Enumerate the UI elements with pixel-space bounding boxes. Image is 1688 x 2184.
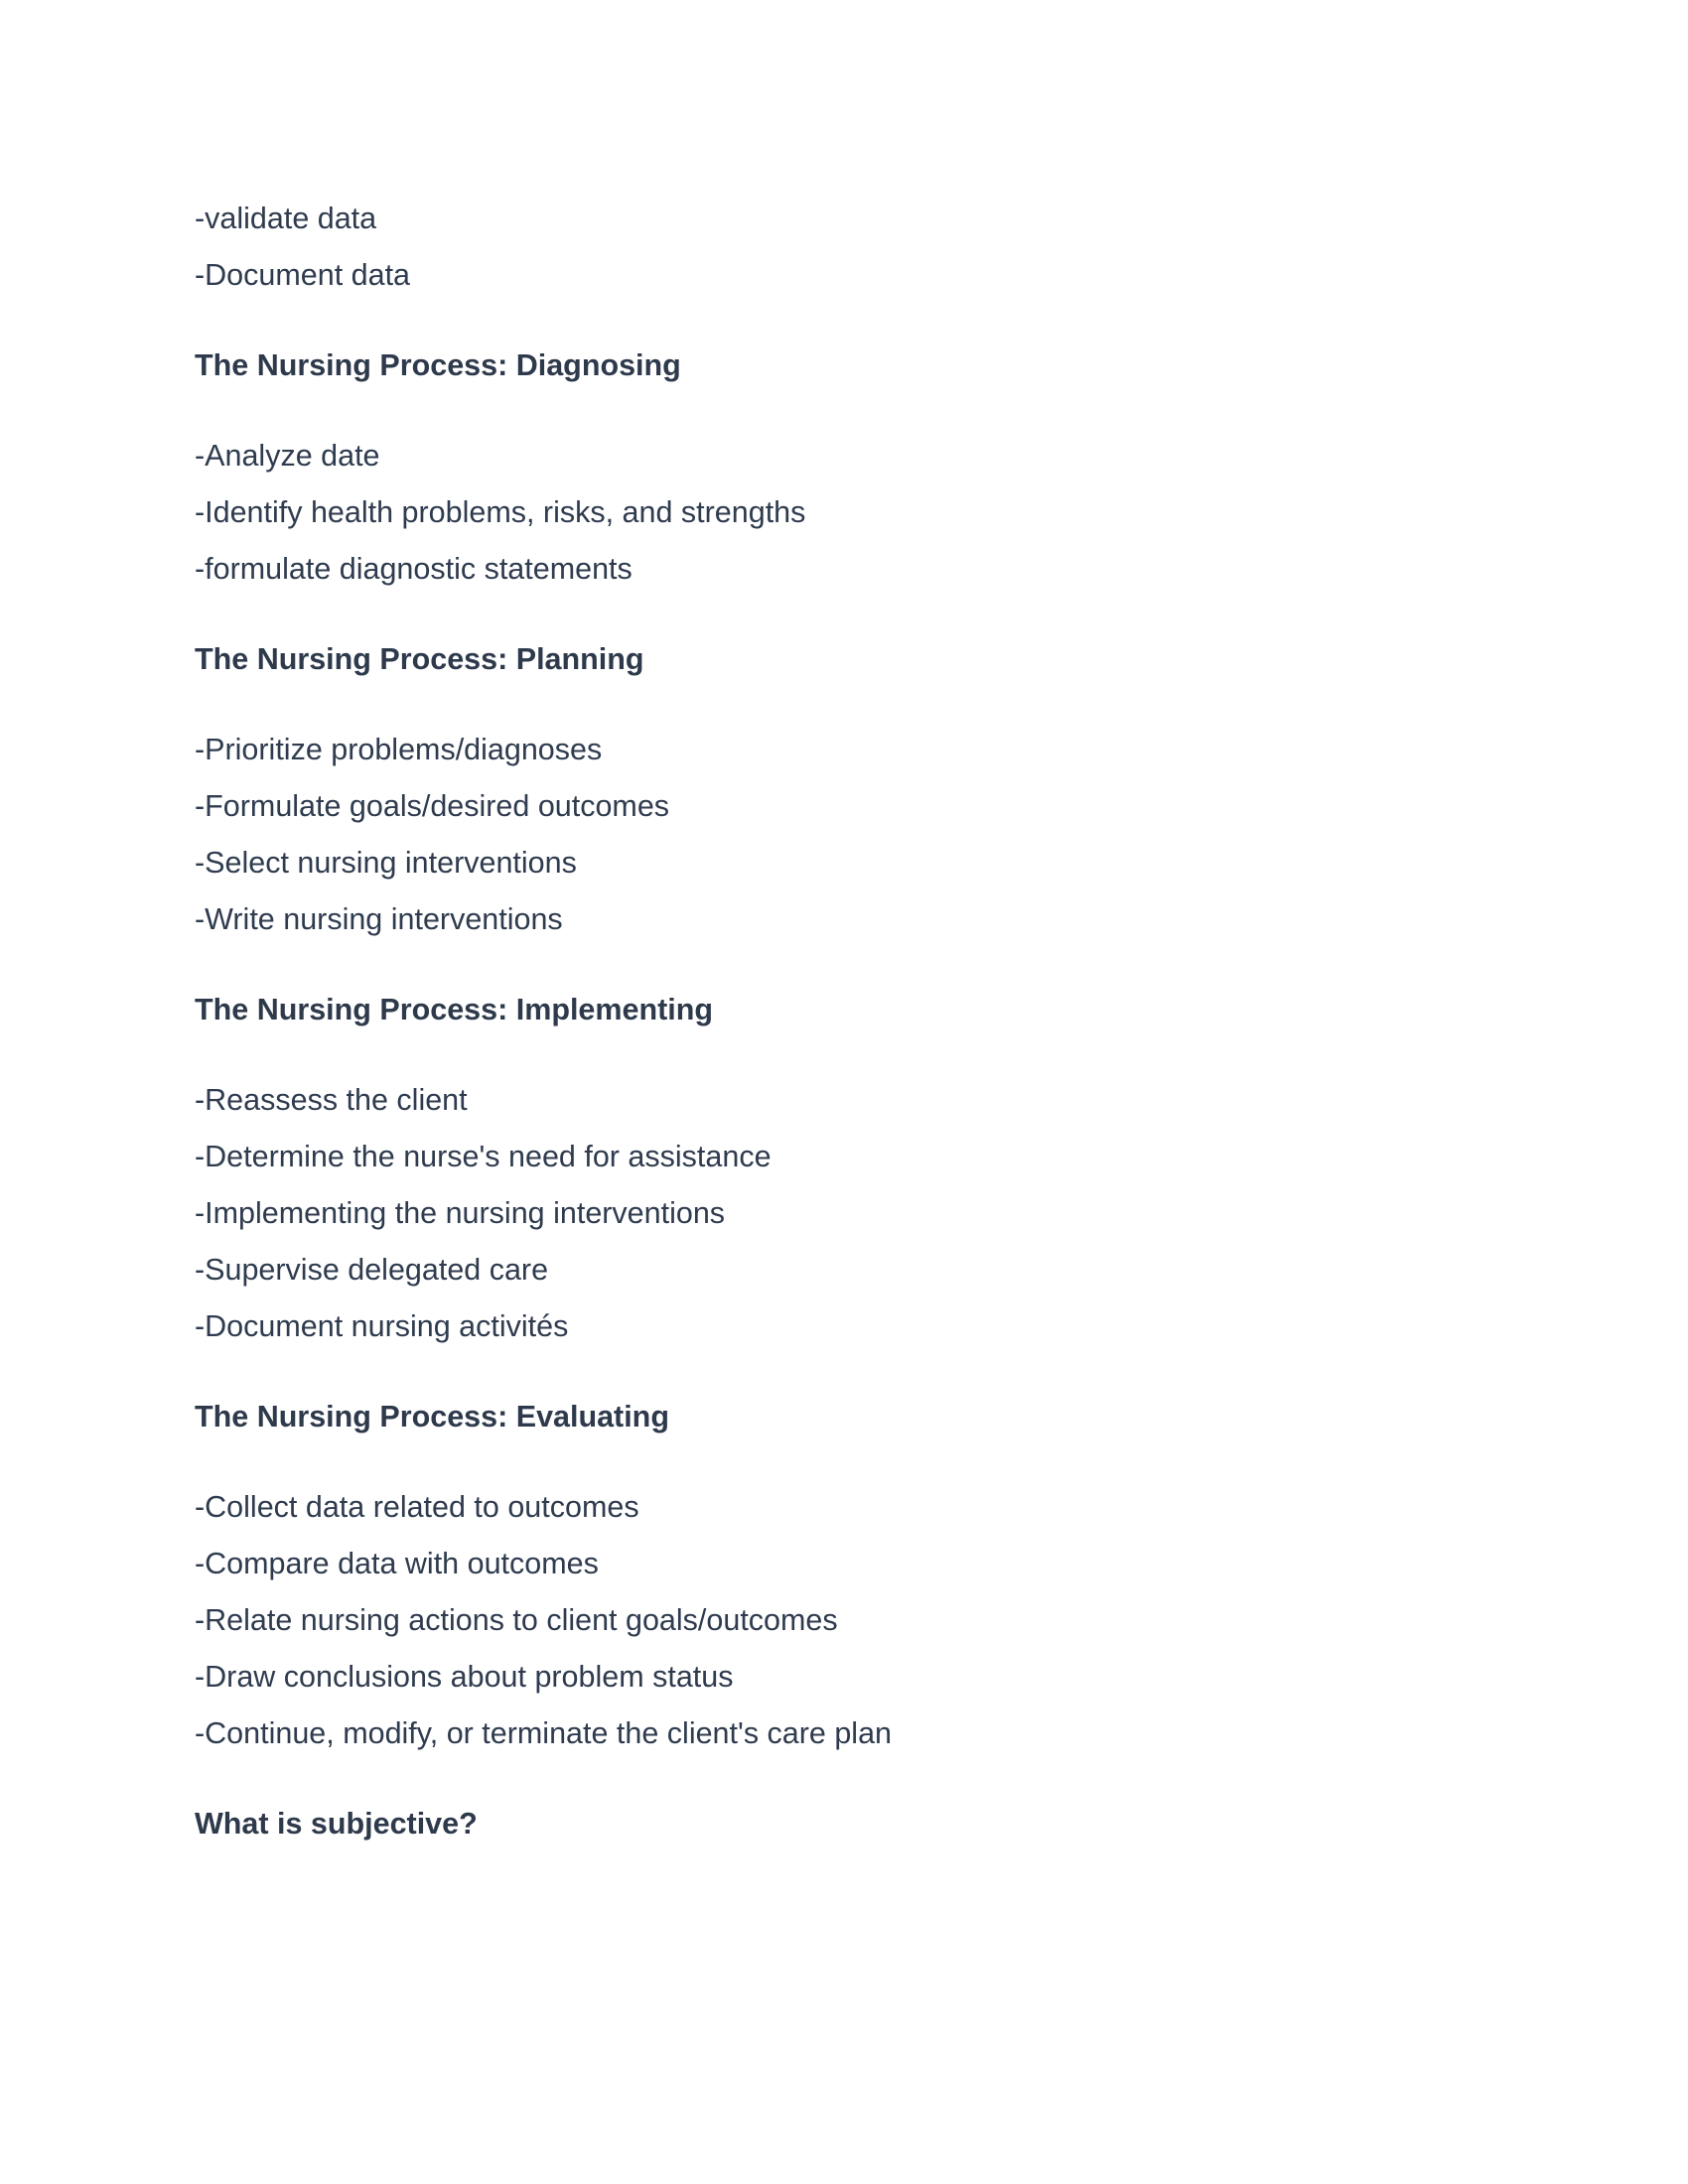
section-heading-diagnosing: The Nursing Process: Diagnosing (195, 348, 681, 382)
bullet-line: -Reassess the client (195, 1083, 468, 1117)
bullet-line: -Determine the nurse's need for assistance (195, 1140, 772, 1173)
bullet-line: -Formulate goals/desired outcomes (195, 789, 670, 823)
section-heading-planning: The Nursing Process: Planning (195, 642, 644, 676)
bullet-line: -Implementing the nursing interventions (195, 1196, 726, 1230)
bullet-line: -validate data (195, 202, 377, 235)
bullet-line: -Draw conclusions about problem status (195, 1660, 734, 1694)
bullet-line: -Analyze date (195, 439, 380, 473)
bullet-line: -Identify health problems, risks, and strengths (195, 495, 806, 529)
section-heading-subjective: What is subjective? (195, 1807, 478, 1841)
bullet-line: -Document nursing activités (195, 1309, 569, 1343)
bullet-line: -Collect data related to outcomes (195, 1490, 639, 1524)
section-heading-implementing: The Nursing Process: Implementing (195, 993, 713, 1026)
bullet-line: -Prioritize problems/diagnoses (195, 733, 603, 766)
section-heading-evaluating: The Nursing Process: Evaluating (195, 1400, 669, 1433)
planning-bullet-group (195, 722, 1539, 948)
bullet-line: -Continue, modify, or terminate the client's care plan (195, 1716, 893, 1750)
implementing-bullet-group (195, 1072, 1539, 1355)
bullet-line: -Supervise delegated care (195, 1253, 549, 1287)
diagnosing-bullet-group (195, 428, 1539, 598)
bullet-line: -Select nursing interventions (195, 846, 577, 880)
intro-bullet-group (195, 191, 1539, 304)
bullet-line: -Compare data with outcomes (195, 1547, 599, 1580)
bullet-line: -Document data (195, 258, 410, 292)
evaluating-bullet-group (195, 1479, 1539, 1762)
bullet-line: -Relate nursing actions to client goals/outcomes (195, 1603, 838, 1637)
bullet-line: -formulate diagnostic statements (195, 552, 633, 586)
bullet-line: -Write nursing interventions (195, 902, 563, 936)
